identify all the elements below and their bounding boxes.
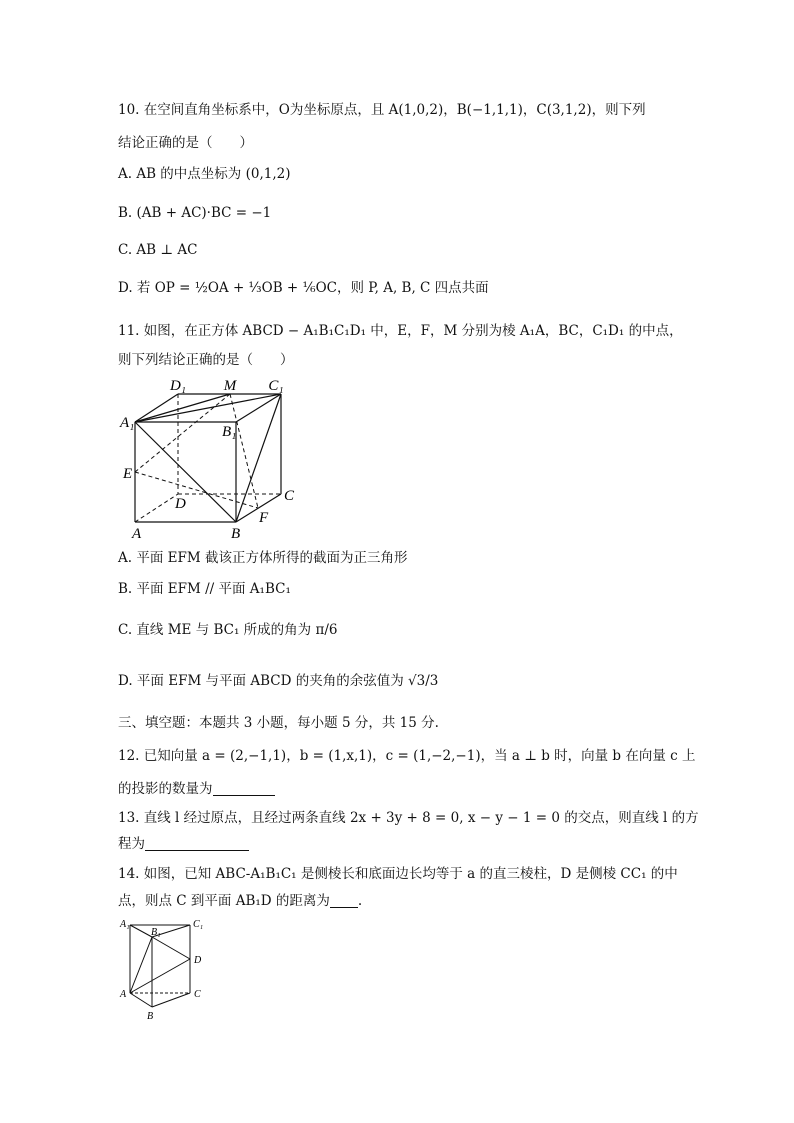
q10-option-c: C. AB ⊥ AC [118,242,198,258]
q11-option-d: D. 平面 EFM 与平面 ABCD 的夹角的余弦值为 √3/3 [118,673,439,689]
cube-label-e: E [123,466,133,482]
cube-label-b1: B₁ [222,424,237,440]
q10-option-b: B. (AB + AC)·BC = −1 [118,205,272,221]
prism-label-b1: B₁ [151,927,161,938]
q12-stem-line1: 12. 已知向量 a = (2,−1,1)，b = (1,x,1)，c = (1,−2,−1)，当 a ⊥ b 时，向量 b 在向量 c 上 [118,748,696,764]
q11-stem-line1: 11. 如图，在正方体 ABCD − A₁B₁C₁D₁ 中，E，F，M 分别为棱 A₁A，BC，C₁D₁ 的中点， [118,323,683,339]
q11-option-a: A. 平面 EFM 截该正方体所得的截面为正三角形 [118,550,408,566]
prism-label-c1: C₁ [193,919,204,930]
q11-option-c: C. 直线 ME 与 BC₁ 所成的角为 π/6 [118,622,338,638]
q13-answer-blank[interactable] [145,836,249,851]
prism-label-a: A [120,989,127,1000]
prism-figure [118,915,218,1025]
q14-stem-line1: 14. 如图，已知 ABC-A₁B₁C₁ 是侧棱长和底面边长均等于 a 的直三棱柱，D 是侧棱 CC₁ 的中 [118,866,678,882]
q14-stem-line2: 点，则点 C 到平面 AB₁D 的距离为 [118,893,330,909]
cube-label-a1: A₁ [120,415,135,431]
prism-label-c: C [194,989,201,1000]
q10-option-a: A. AB 的中点坐标为 (0,1,2) [118,166,291,182]
cube-label-c1: C₁ [268,378,284,394]
cube-label-m: M [223,378,237,394]
q13-stem-line1: 13. 直线 l 经过原点，且经过两条直线 2x + 3y + 8 = 0, x − y − 1 = 0 的交点，则直线 l 的方 [118,810,699,826]
q11-stem-line2: 则下列结论正确的是（ ） [118,352,294,368]
cube-label-c: C [284,488,295,504]
q13-stem-line2-row [118,834,249,854]
q11-option-b: B. 平面 EFM // 平面 A₁BC₁ [118,581,291,597]
prism-label-b: B [147,1011,154,1022]
q13-stem-line2: 程为 [118,836,145,852]
q10-stem-line2: 结论正确的是（ ） [118,135,253,151]
q14-answer-blank[interactable] [330,893,358,908]
cube-label-d: D [175,496,186,512]
cube-label-d1: D₁ [169,378,187,394]
q10-stem-line1: 10. 在空间直角坐标系中，O为坐标原点，且 A(1,0,2)，B(−1,1,1)，C(3,1,2)，则下列 [118,102,646,118]
prism-label-d: D [194,955,202,966]
q10-option-d: D. 若 OP = ½OA + ⅓OB + ⅙OC，则 P, A, B, C 四点共面 [118,280,489,296]
q14-stem-line2-row [118,891,362,911]
cube-label-a: A [132,526,142,542]
q12-answer-blank[interactable] [213,781,275,796]
q12-stem-line2-row [118,779,275,799]
q12-stem-line2: 的投影的数量为 [118,781,213,797]
section-3-heading: 三、填空题：本题共 3 小题，每小题 5 分，共 15 分. [118,715,439,731]
q14-stem-line2-end: . [357,893,363,909]
cube-figure [118,372,318,542]
prism-label-a1: A₁ [120,919,130,930]
cube-label-b: B [231,526,241,542]
cube-label-f: F [259,510,269,526]
